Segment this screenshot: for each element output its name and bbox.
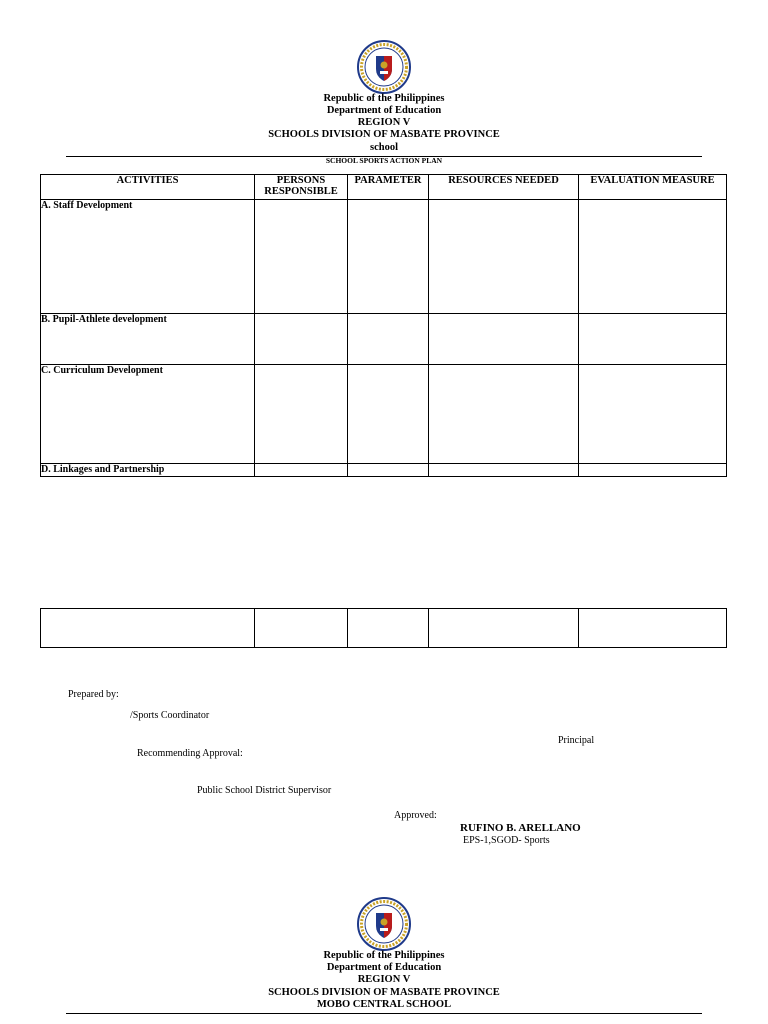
footer-header-line-5: MOBO CENTRAL SCHOOL <box>316 999 452 1010</box>
sports-coordinator-title: /Sports Coordinator <box>130 710 210 721</box>
principal-title: Principal <box>558 735 595 746</box>
table-cell <box>348 314 429 365</box>
footer-header-line-2: Department of Education <box>326 962 442 973</box>
table-cell <box>579 464 727 477</box>
col-evaluation-measure: EVALUATION MEASURE <box>579 175 727 200</box>
table-cell <box>429 464 579 477</box>
footer-header-divider <box>66 1013 702 1014</box>
blank-row-table <box>40 608 727 648</box>
table-row <box>41 365 727 464</box>
footer-header-line-4: SCHOOLS DIVISION OF MASBATE PROVINCE <box>268 987 500 998</box>
table-cell <box>255 464 348 477</box>
table-cell <box>255 609 348 648</box>
table-cell <box>255 200 348 314</box>
deped-seal-icon <box>357 897 411 951</box>
table-cell <box>348 365 429 464</box>
section-staff-development: A. Staff Development <box>41 200 255 314</box>
footer-header-line-1: Republic of the Philippines <box>323 950 445 961</box>
table-cell <box>579 200 727 314</box>
col-persons-responsible: PERSONS RESPONSIBLE <box>255 175 348 200</box>
table-header-row <box>41 175 727 200</box>
approver-name: RUFINO B. ARELLANO <box>460 822 581 834</box>
recommending-approval-label: Recommending Approval: <box>137 748 243 759</box>
table-row <box>41 200 727 314</box>
table-cell <box>255 314 348 365</box>
action-plan-table <box>40 174 727 477</box>
plan-title: SCHOOL SPORTS ACTION PLAN <box>325 156 443 165</box>
table-cell <box>579 609 727 648</box>
header-line-4: SCHOOLS DIVISION OF MASBATE PROVINCE <box>268 129 500 140</box>
table-row <box>41 464 727 477</box>
footer-header-line-3: REGION V <box>357 974 411 985</box>
table-cell <box>348 200 429 314</box>
table-cell <box>41 609 255 648</box>
table-row <box>41 314 727 365</box>
table-row <box>41 609 727 648</box>
section-linkages: D. Linkages and Partnership <box>41 464 255 477</box>
col-parameter: PARAMETER <box>348 175 429 200</box>
table-cell <box>255 365 348 464</box>
table-cell <box>579 365 727 464</box>
table-cell <box>348 609 429 648</box>
approver-title: EPS-1,SGOD- Sports <box>463 835 550 846</box>
header-line-3: REGION V <box>357 117 411 128</box>
table-cell <box>429 314 579 365</box>
header-line-1: Republic of the Philippines <box>323 93 445 104</box>
section-curriculum: C. Curriculum Development <box>41 365 255 464</box>
deped-seal-icon <box>357 40 411 94</box>
prepared-by-label: Prepared by: <box>68 689 119 700</box>
approved-label: Approved: <box>394 810 437 821</box>
col-activities: ACTIVITIES <box>41 175 255 200</box>
table-cell <box>429 609 579 648</box>
table-cell <box>579 314 727 365</box>
district-supervisor-title: Public School District Supervisor <box>197 785 332 796</box>
table-cell <box>429 200 579 314</box>
section-pupil-athlete: B. Pupil-Athlete development <box>41 314 255 365</box>
col-resources-needed: RESOURCES NEEDED <box>429 175 579 200</box>
table-cell <box>348 464 429 477</box>
header-line-5: school <box>369 142 398 153</box>
header-line-2: Department of Education <box>326 105 442 116</box>
table-cell <box>429 365 579 464</box>
